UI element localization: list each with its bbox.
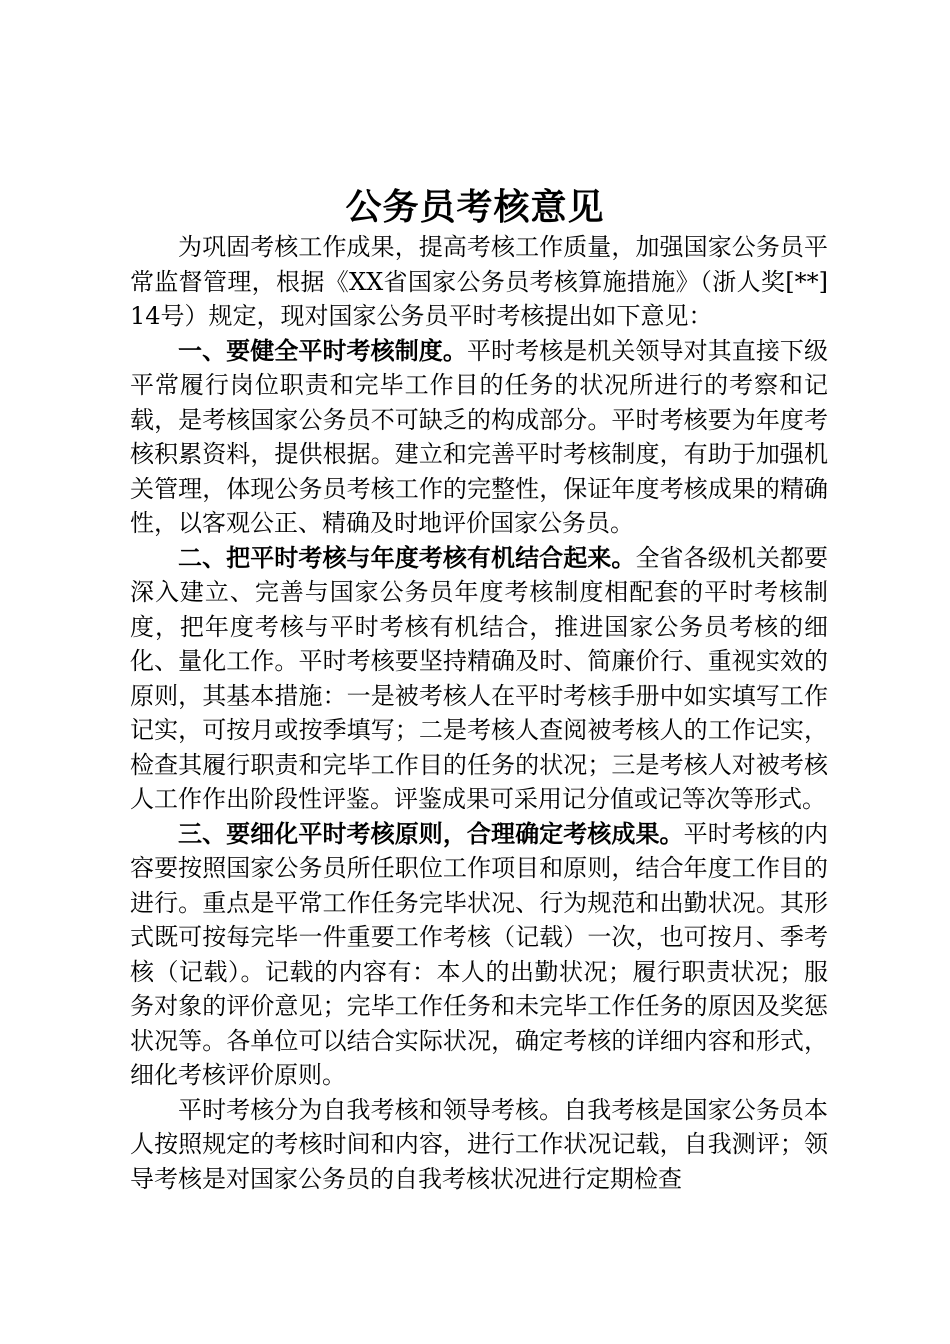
paragraph-section-2 [130,541,828,817]
paragraph-text: 全省各级机关都要深入建立、完善与国家公务员年度考核制度相配套的平时考核制度，把年度考核与平时考核有机结合，推进国家公务员考核的细化、量化工作。平时考核要坚持精确及时、简廉价行、重视实效的原则，其基本措施：一是被考核人在平时考核手册中如实填写工作记实，可按月或按季填写；二是考核人查阅被考核人的工作记实，检查其履行职责和完毕工作目的任务的状况；三是考核人对被考核人工作作出阶段性评鉴。评鉴成果可采用记分值或记等次等形式。 [130,543,829,813]
document-title: 公务员考核意见 [345,187,605,228]
paragraph-section-1 [130,334,828,541]
paragraph-text: 为巩固考核工作成果，提高考核工作质量，加强国家公务员平常监督管理，根据《XX省国家公务员考核算施措施》（浙人奖[**]14号）规定，现对国家公务员平时考核提出如下意见： [130,233,828,330]
section-heading: 三、要细化平时考核原则，合理确定考核成果。 [178,819,684,848]
paragraph-text: 平时考核分为自我考核和领导考核。自我考核是国家公务员本人按照规定的考核时间和内容，进行工作状况记载，自我测评；领导考核是对国家公务员的自我考核状况进行定期检查 [130,1095,828,1193]
section-heading: 一、要健全平时考核制度。 [178,336,467,365]
section-heading: 二、把平时考核与年度考核有机结合起来。 [178,543,636,572]
paragraph-intro [130,230,828,334]
paragraph-section-3 [130,817,828,1093]
paragraph-text: 平时考核是机关领导对其直接下级平常履行岗位职责和完毕工作目的任务的状况所进行的考察和记载，是考核国家公务员不可缺乏的构成部分。平时考核要为年度考核积累资料，提供根据。建立和完善平时考核制度，有助于加强机关管理，体现公务员考核工作的完整性，保证年度考核成果的精确性，以客观公正、精确及时地评价国家公务员。 [130,336,829,537]
document-body [130,230,828,1196]
paragraph-text: 平时考核的内容要按照国家公务员所任职位工作项目和原则，结合年度工作目的进行。重点是平常工作任务完毕状况、行为规范和出勤状况。其形式既可按每完毕一件重要工作考核（记载）一次，也可按月、季考核（记载）。记载的内容有：本人的出勤状况；履行职责状况；服务对象的评价意见；完毕工作任务和未完毕工作任务的原因及奖惩状况等。各单位可以结合实际状况，确定考核的详细内容和形式，细化考核评价原则。 [130,819,829,1089]
paragraph-continuation [130,1093,828,1197]
